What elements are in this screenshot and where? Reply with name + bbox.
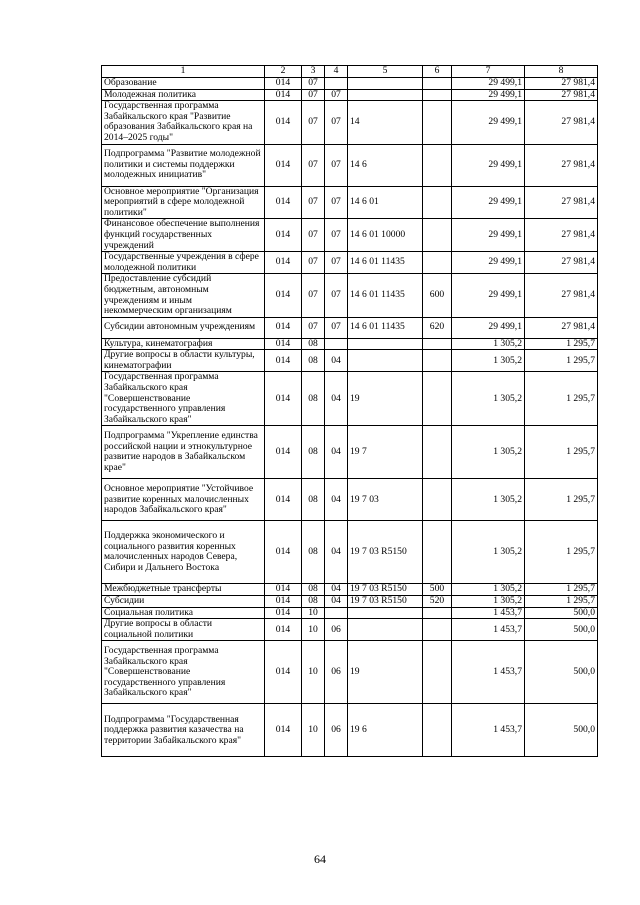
- cell-col-5: 14 6: [348, 144, 423, 186]
- cell-col-2: 014: [265, 144, 302, 186]
- cell-col-8: 500,0: [525, 619, 598, 641]
- cell-col-8: 27 981,4: [525, 317, 598, 338]
- cell-col-6: [423, 521, 452, 584]
- column-header-1: 1: [102, 66, 265, 78]
- table-row: [102, 372, 598, 426]
- table-row: [102, 584, 598, 596]
- cell-col-5: 14 6 01 11435: [348, 317, 423, 338]
- table-row: [102, 186, 598, 219]
- table-row: [102, 521, 598, 584]
- row-name-cell: Культура, кинематография: [102, 338, 265, 350]
- cell-col-8: 27 981,4: [525, 101, 598, 144]
- cell-col-4: 07: [325, 274, 348, 317]
- table-row: [102, 607, 598, 619]
- cell-col-4: 07: [325, 219, 348, 252]
- cell-col-3: 08: [302, 584, 325, 596]
- cell-col-4: 04: [325, 479, 348, 521]
- column-header-2: 2: [265, 66, 302, 78]
- column-header-4: 4: [325, 66, 348, 78]
- cell-col-2: 014: [265, 219, 302, 252]
- cell-col-5: 19 7 03 R5150: [348, 521, 423, 584]
- row-name-cell: Субсидии автономным учреждениям: [102, 317, 265, 338]
- cell-col-8: 500,0: [525, 607, 598, 619]
- row-name-cell: Подпрограмма "Укрепление единства российской нации и этнокультурное развитие народов в Забайкальском крае": [102, 426, 265, 479]
- cell-col-4: [325, 78, 348, 90]
- cell-col-3: 08: [302, 521, 325, 584]
- cell-col-3: 08: [302, 338, 325, 350]
- cell-col-8: 1 295,7: [525, 596, 598, 608]
- cell-col-8: 1 295,7: [525, 584, 598, 596]
- cell-col-4: 04: [325, 350, 348, 372]
- cell-col-7: 29 499,1: [452, 78, 525, 90]
- cell-col-3: 10: [302, 704, 325, 757]
- table-row: [102, 101, 598, 144]
- cell-col-5: [348, 619, 423, 641]
- table-row: [102, 252, 598, 274]
- cell-col-2: 014: [265, 78, 302, 90]
- cell-col-8: 1 295,7: [525, 372, 598, 426]
- cell-col-7: 1 305,2: [452, 584, 525, 596]
- cell-col-6: [423, 607, 452, 619]
- column-header-3: 3: [302, 66, 325, 78]
- cell-col-5: 14 6 01: [348, 186, 423, 219]
- cell-col-2: 014: [265, 619, 302, 641]
- cell-col-3: 07: [302, 89, 325, 101]
- cell-col-8: 27 981,4: [525, 89, 598, 101]
- cell-col-6: [423, 426, 452, 479]
- cell-col-3: 08: [302, 372, 325, 426]
- cell-col-3: 10: [302, 641, 325, 704]
- cell-col-7: 1 305,2: [452, 338, 525, 350]
- table-row: [102, 704, 598, 757]
- cell-col-6: [423, 78, 452, 90]
- cell-col-3: 07: [302, 252, 325, 274]
- cell-col-3: 07: [302, 186, 325, 219]
- cell-col-5: 14 6 01 11435: [348, 252, 423, 274]
- cell-col-5: 14: [348, 101, 423, 144]
- cell-col-2: 014: [265, 372, 302, 426]
- cell-col-5: 19 7 03: [348, 479, 423, 521]
- table-row: [102, 350, 598, 372]
- cell-col-3: 07: [302, 219, 325, 252]
- table-row: [102, 317, 598, 338]
- cell-col-6: [423, 372, 452, 426]
- cell-col-4: 04: [325, 584, 348, 596]
- cell-col-2: 014: [265, 101, 302, 144]
- cell-col-2: 014: [265, 521, 302, 584]
- table-row: [102, 596, 598, 608]
- cell-col-6: 520: [423, 596, 452, 608]
- cell-col-6: [423, 641, 452, 704]
- table-header-row: [102, 66, 598, 78]
- cell-col-5: [348, 78, 423, 90]
- row-name-cell: Основное мероприятие "Устойчивое развитие коренных малочисленных народов Забайкальского края": [102, 479, 265, 521]
- table-row: [102, 479, 598, 521]
- cell-col-5: [348, 338, 423, 350]
- table-row: [102, 89, 598, 101]
- cell-col-4: 07: [325, 317, 348, 338]
- cell-col-6: [423, 252, 452, 274]
- cell-col-3: 07: [302, 78, 325, 90]
- cell-col-8: 27 981,4: [525, 252, 598, 274]
- cell-col-6: [423, 101, 452, 144]
- cell-col-2: 014: [265, 607, 302, 619]
- cell-col-3: 07: [302, 144, 325, 186]
- row-name-cell: Финансовое обеспечение выполнения функций государственных учреждений: [102, 219, 265, 252]
- cell-col-7: 1 453,7: [452, 641, 525, 704]
- cell-col-3: 08: [302, 479, 325, 521]
- cell-col-7: 29 499,1: [452, 274, 525, 317]
- column-header-5: 5: [348, 66, 423, 78]
- cell-col-5: 19: [348, 641, 423, 704]
- cell-col-2: 014: [265, 317, 302, 338]
- column-header-8: 8: [525, 66, 598, 78]
- row-name-cell: Другие вопросы в области социальной политики: [102, 619, 265, 641]
- cell-col-3: 10: [302, 607, 325, 619]
- table-row: [102, 219, 598, 252]
- cell-col-5: [348, 350, 423, 372]
- column-header-6: 6: [423, 66, 452, 78]
- cell-col-6: [423, 704, 452, 757]
- table-row: [102, 641, 598, 704]
- cell-col-5: [348, 607, 423, 619]
- row-name-cell: Межбюджетные трансферты: [102, 584, 265, 596]
- cell-col-6: 620: [423, 317, 452, 338]
- row-name-cell: Субсидии: [102, 596, 265, 608]
- cell-col-3: 08: [302, 350, 325, 372]
- cell-col-3: 10: [302, 619, 325, 641]
- cell-col-8: 1 295,7: [525, 338, 598, 350]
- table-row: [102, 338, 598, 350]
- cell-col-4: 06: [325, 619, 348, 641]
- cell-col-4: [325, 338, 348, 350]
- cell-col-8: 27 981,4: [525, 144, 598, 186]
- cell-col-4: 07: [325, 252, 348, 274]
- cell-col-7: 29 499,1: [452, 89, 525, 101]
- cell-col-7: 1 305,2: [452, 426, 525, 479]
- table-row: [102, 619, 598, 641]
- cell-col-6: [423, 186, 452, 219]
- cell-col-5: 19 6: [348, 704, 423, 757]
- cell-col-5: 19 7 03 R5150: [348, 584, 423, 596]
- row-name-cell: Государственная программа Забайкальского края "Совершенствование государственного управления Забайкальского края": [102, 641, 265, 704]
- cell-col-2: 014: [265, 596, 302, 608]
- cell-col-7: 1 305,2: [452, 372, 525, 426]
- cell-col-8: 27 981,4: [525, 186, 598, 219]
- cell-col-2: 014: [265, 89, 302, 101]
- row-name-cell: Государственная программа Забайкальского края "Развитие образования Забайкальского края на 2014–2025 годы": [102, 101, 265, 144]
- cell-col-2: 014: [265, 274, 302, 317]
- cell-col-7: 29 499,1: [452, 317, 525, 338]
- column-header-7: 7: [452, 66, 525, 78]
- cell-col-2: 014: [265, 350, 302, 372]
- cell-col-6: [423, 219, 452, 252]
- row-name-cell: Государственная программа Забайкальского края "Совершенствование государственного управления Забайкальского края": [102, 372, 265, 426]
- cell-col-8: 500,0: [525, 704, 598, 757]
- budget-table: [101, 65, 598, 757]
- cell-col-3: 08: [302, 426, 325, 479]
- cell-col-4: 06: [325, 641, 348, 704]
- cell-col-6: 500: [423, 584, 452, 596]
- cell-col-7: 1 305,2: [452, 596, 525, 608]
- cell-col-5: 19 7 03 R5150: [348, 596, 423, 608]
- cell-col-8: 1 295,7: [525, 479, 598, 521]
- row-name-cell: Подпрограмма "Развитие молодежной политики и системы поддержки молодежных инициатив": [102, 144, 265, 186]
- cell-col-4: 07: [325, 144, 348, 186]
- cell-col-3: 07: [302, 274, 325, 317]
- cell-col-2: 014: [265, 641, 302, 704]
- cell-col-2: 014: [265, 704, 302, 757]
- cell-col-6: [423, 350, 452, 372]
- cell-col-7: 1 453,7: [452, 619, 525, 641]
- cell-col-7: 1 453,7: [452, 607, 525, 619]
- cell-col-8: 1 295,7: [525, 350, 598, 372]
- cell-col-2: 014: [265, 338, 302, 350]
- row-name-cell: Поддержка экономического и социального развития коренных малочисленных народов Севера, Сибири и Дальнего Востока: [102, 521, 265, 584]
- page-number: 64: [314, 852, 326, 866]
- cell-col-8: 27 981,4: [525, 219, 598, 252]
- table-row: [102, 426, 598, 479]
- cell-col-7: 1 305,2: [452, 479, 525, 521]
- table-body: [102, 78, 598, 757]
- cell-col-7: 29 499,1: [452, 186, 525, 219]
- cell-col-3: 07: [302, 101, 325, 144]
- cell-col-7: 1 453,7: [452, 704, 525, 757]
- cell-col-6: 600: [423, 274, 452, 317]
- cell-col-6: [423, 89, 452, 101]
- cell-col-4: 04: [325, 372, 348, 426]
- cell-col-4: 04: [325, 596, 348, 608]
- cell-col-6: [423, 144, 452, 186]
- cell-col-4: 04: [325, 426, 348, 479]
- cell-col-4: 07: [325, 101, 348, 144]
- table-row: [102, 144, 598, 186]
- cell-col-6: [423, 338, 452, 350]
- cell-col-8: 500,0: [525, 641, 598, 704]
- cell-col-7: 29 499,1: [452, 219, 525, 252]
- row-name-cell: Социальная политика: [102, 607, 265, 619]
- cell-col-5: 19: [348, 372, 423, 426]
- cell-col-4: 07: [325, 186, 348, 219]
- table-row: [102, 274, 598, 317]
- cell-col-2: 014: [265, 479, 302, 521]
- cell-col-7: 1 305,2: [452, 350, 525, 372]
- cell-col-5: [348, 89, 423, 101]
- cell-col-2: 014: [265, 426, 302, 479]
- cell-col-4: 07: [325, 89, 348, 101]
- cell-col-4: 06: [325, 704, 348, 757]
- table-row: [102, 78, 598, 90]
- cell-col-5: 14 6 01 11435: [348, 274, 423, 317]
- cell-col-8: 27 981,4: [525, 78, 598, 90]
- cell-col-7: 1 305,2: [452, 521, 525, 584]
- cell-col-2: 014: [265, 252, 302, 274]
- row-name-cell: Молодежная политика: [102, 89, 265, 101]
- row-name-cell: Предоставление субсидий бюджетным, автономным учреждениям и иным некоммерческим организациям: [102, 274, 265, 317]
- cell-col-8: 27 981,4: [525, 274, 598, 317]
- cell-col-4: 04: [325, 521, 348, 584]
- row-name-cell: Государственные учреждения в сфере молодежной политики: [102, 252, 265, 274]
- row-name-cell: Основное мероприятие "Организация мероприятий в сфере молодежной политики": [102, 186, 265, 219]
- row-name-cell: Подпрограмма "Государственная поддержка развития казачества на территории Забайкальского края": [102, 704, 265, 757]
- cell-col-2: 014: [265, 584, 302, 596]
- cell-col-6: [423, 619, 452, 641]
- cell-col-5: 14 6 01 10000: [348, 219, 423, 252]
- cell-col-8: 1 295,7: [525, 521, 598, 584]
- cell-col-3: 07: [302, 317, 325, 338]
- cell-col-7: 29 499,1: [452, 252, 525, 274]
- cell-col-7: 29 499,1: [452, 101, 525, 144]
- cell-col-3: 08: [302, 596, 325, 608]
- cell-col-4: [325, 607, 348, 619]
- cell-col-2: 014: [265, 186, 302, 219]
- row-name-cell: Другие вопросы в области культуры, кинематографии: [102, 350, 265, 372]
- cell-col-7: 29 499,1: [452, 144, 525, 186]
- row-name-cell: Образование: [102, 78, 265, 90]
- cell-col-5: 19 7: [348, 426, 423, 479]
- cell-col-8: 1 295,7: [525, 426, 598, 479]
- cell-col-6: [423, 479, 452, 521]
